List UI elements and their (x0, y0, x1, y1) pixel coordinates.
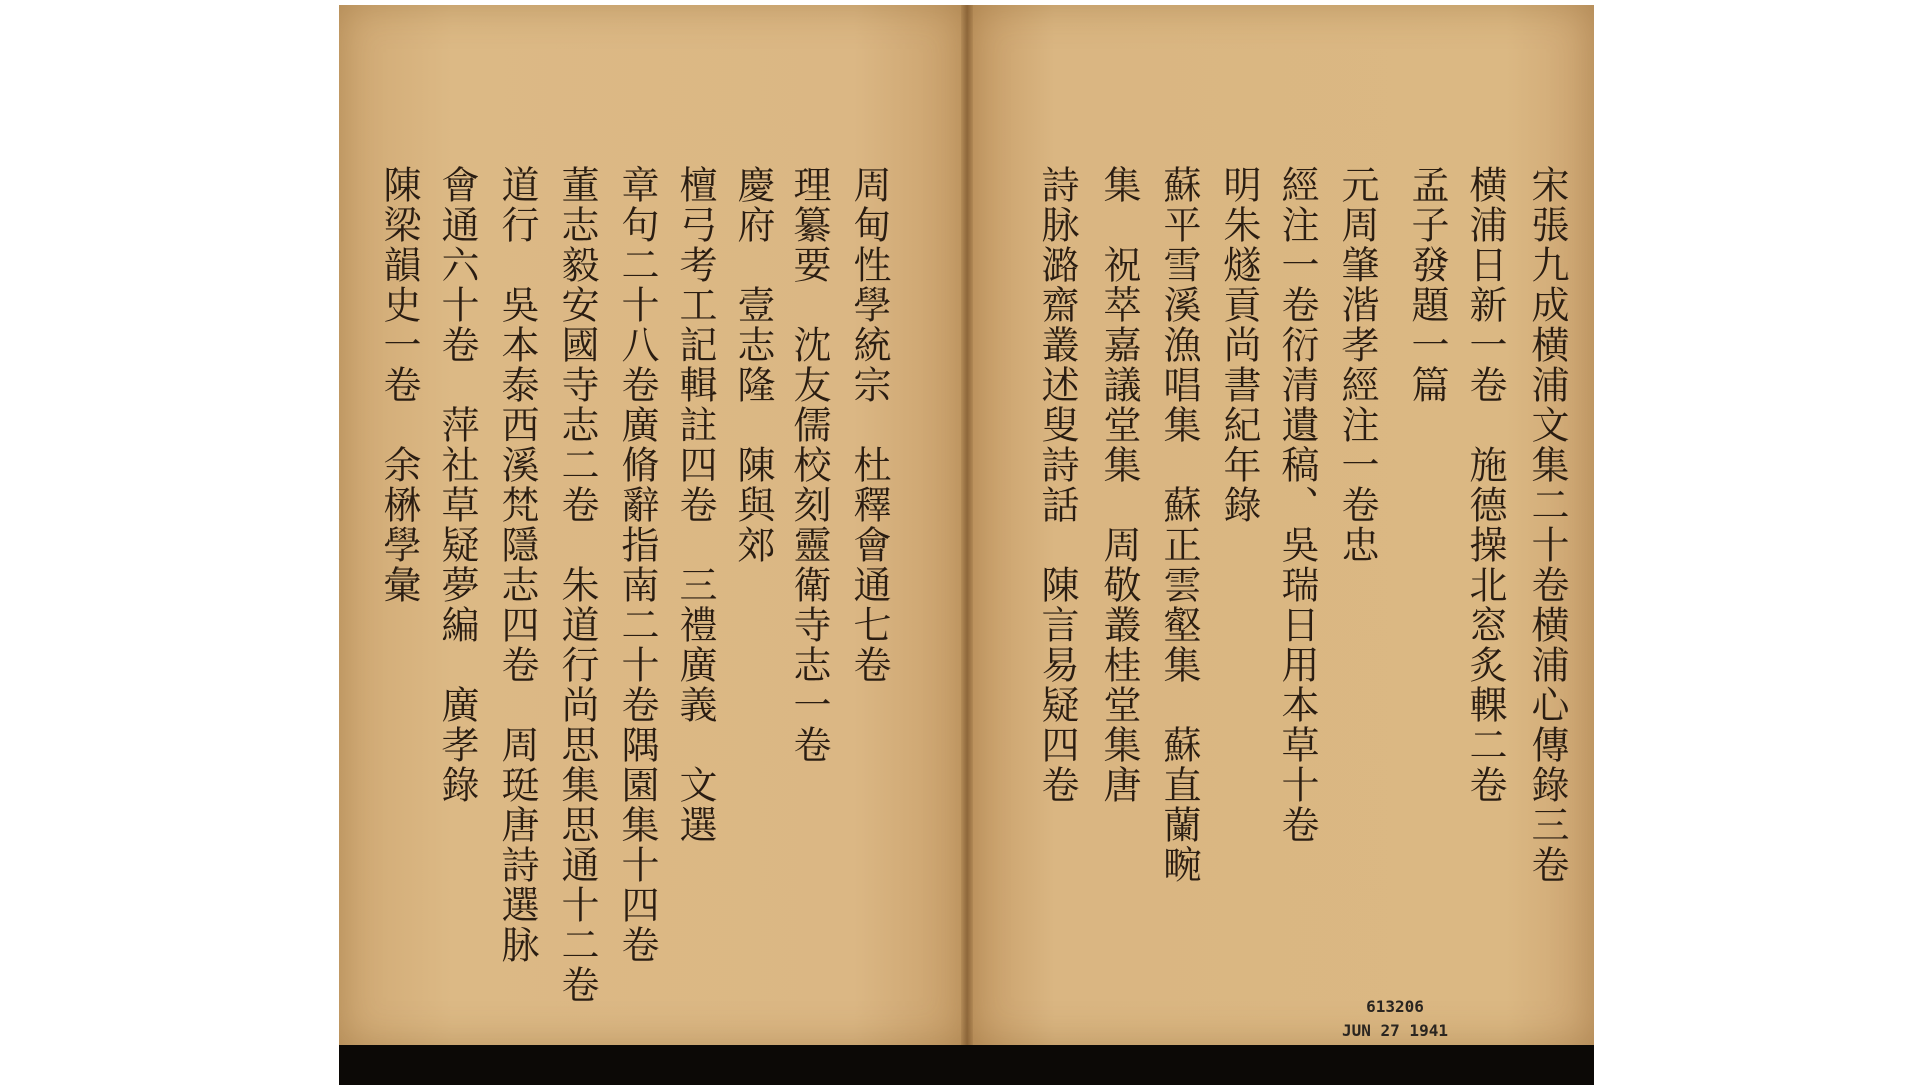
scan-bottom-edge (339, 1045, 1594, 1085)
text-column: 明朱燧貢尚書紀年錄 (1217, 165, 1261, 525)
stamp-number: 613206 (1366, 997, 1424, 1016)
text-column: 横浦日新一卷 施德操北窓炙輠二卷 (1463, 165, 1507, 805)
text-column: 孟子發題一篇 (1405, 165, 1449, 405)
book-gutter (961, 5, 973, 1045)
library-stamp (1342, 995, 1448, 1043)
text-column: 慶府 壹志隆 陳與郊 (731, 165, 775, 565)
text-column: 周甸性學統宗 杜釋會通七卷 (847, 165, 891, 685)
book-scan (339, 5, 1594, 1085)
text-column: 理纂要 沈友儒校刻靈衛寺志一卷 (787, 165, 831, 765)
text-column: 道行 吳本泰西溪梵隱志四卷 周珽唐詩選脉 (495, 165, 539, 965)
text-column: 元周肇湝孝經注一卷忠 (1335, 165, 1379, 565)
right-page (967, 5, 1594, 1045)
text-column: 經注一卷衍清遺稿、吳瑞日用本草十卷 (1275, 165, 1319, 845)
left-page (339, 5, 967, 1045)
text-column: 檀弓考工記輯註四卷 三禮廣義 文選 (673, 165, 717, 845)
text-column: 蘇平雪溪漁唱集 蘇正雲壑集 蘇直蘭畹 (1157, 165, 1201, 885)
stamp-date: JUN 27 1941 (1342, 1021, 1448, 1040)
text-column: 會通六十卷 萍社草疑夢編 廣孝錄 (435, 165, 479, 805)
text-column: 詩脉潞齋叢述叟詩話 陳言易疑四卷 (1035, 165, 1079, 805)
text-column: 董志毅安國寺志二卷 朱道行尚思集思通十二卷 (555, 165, 599, 1005)
text-column: 章句二十八卷廣脩辭指南二十卷隅園集十四卷 (615, 165, 659, 965)
text-column: 宋張九成横浦文集二十卷横浦心傳錄三卷 (1525, 165, 1569, 885)
text-column: 集 祝萃嘉議堂集 周敬叢桂堂集唐 (1097, 165, 1141, 805)
text-column: 陳梁韻史一卷 余楙學彙 (377, 165, 421, 605)
